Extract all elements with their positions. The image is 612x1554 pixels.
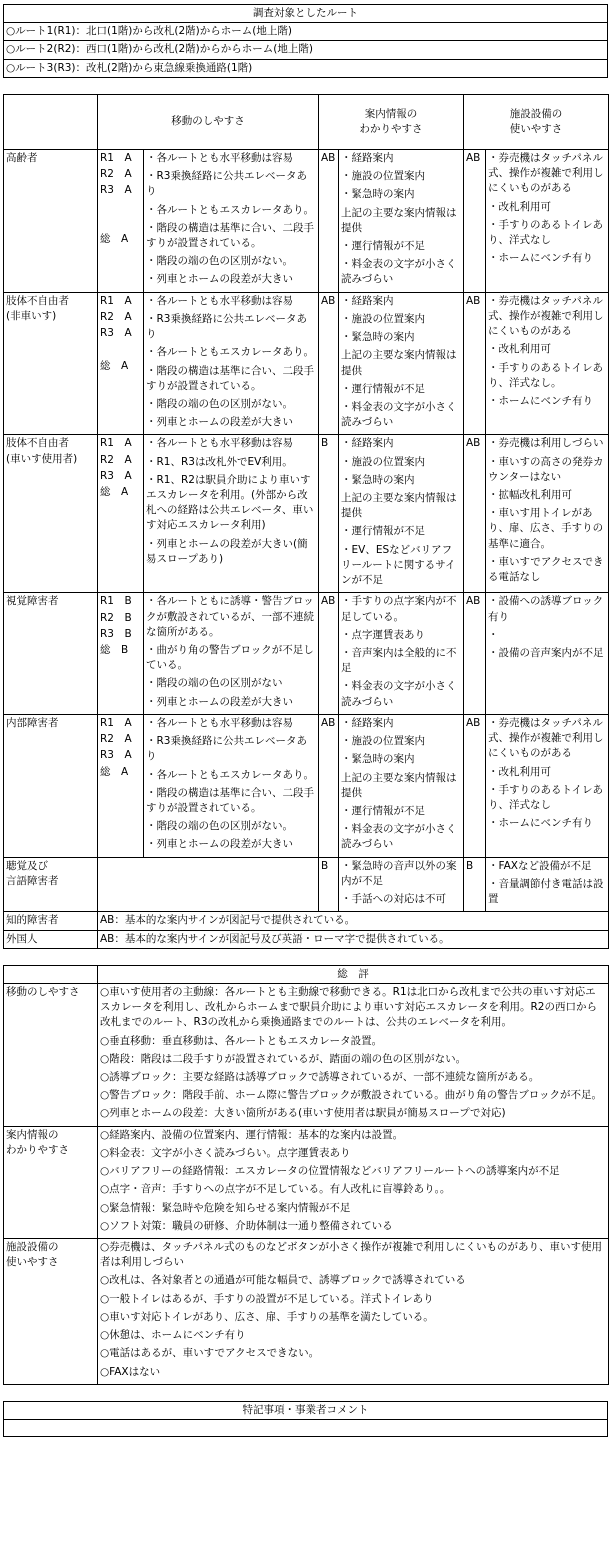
- category-label: 視覚障害者: [4, 593, 98, 715]
- rating-cell: [98, 714, 144, 857]
- facility-cell: [486, 857, 609, 912]
- category-label: 肢体不自由者 (車いす使用者): [4, 435, 98, 593]
- info-note: ・施設の位置案内: [341, 455, 425, 468]
- mobility-note: ・R3乗換経路に公共エレベータあり: [146, 170, 307, 198]
- mobility-note: ・各ルートともエスカレータあり。: [146, 203, 314, 216]
- mobility-note: ・各ルートとも水平移動は容易: [146, 437, 293, 450]
- summary-item: ○車いす使用者の主動線：各ルートとも主動線で移動できる。R1は北口から改札まで公共の車いす対応エスカレータを利用し、改札からホームまで駅員介助により車いす対応エスカレータを利用。R2の西口から改札までのルート、R3の改札から乗換通路までのルートは、公共のエレベータを利用。: [100, 985, 597, 1029]
- evaluation-row: [4, 714, 609, 857]
- info-note: ・施設の位置案内: [341, 170, 425, 183]
- facility-grade: B: [464, 857, 486, 912]
- info-grade: AB: [319, 714, 339, 857]
- info-note: ・施設の位置案内: [341, 735, 425, 748]
- routes-table: [3, 4, 608, 78]
- mobility-cell: [144, 149, 319, 292]
- info-cell: [339, 857, 464, 912]
- summary-category: 施設設備の 使いやすさ: [4, 1239, 98, 1385]
- route-rating: R2 A: [100, 310, 132, 323]
- summary-cell: [98, 983, 609, 1126]
- facility-note: ・: [488, 628, 499, 641]
- facility-note: ・車いすでアクセスできる電話なし: [488, 555, 604, 584]
- route-rating: R1 A: [100, 151, 132, 164]
- summary-cell: [98, 1126, 609, 1238]
- info-cell: [339, 714, 464, 857]
- facility-note: ・設備の音声案内が不足: [488, 647, 604, 659]
- facility-note: ・改札利用可: [488, 200, 551, 213]
- info-cell: [339, 149, 464, 292]
- facility-cell: [486, 292, 609, 435]
- route-rating: R2 A: [100, 453, 132, 466]
- category-label: 肢体不自由者 (非車いす): [4, 292, 98, 435]
- route-rating: R3 A: [100, 327, 132, 340]
- info-note: ・音声案内は全般的に不足: [341, 647, 457, 675]
- header-facility: 施設設備の 使いやすさ: [464, 94, 609, 149]
- info-note: ・料金表の文字が小さく読みづらい: [341, 823, 457, 851]
- rating-cell: [98, 292, 144, 435]
- info-note: ・緊急時の案内: [341, 753, 415, 766]
- info-note: ・手話への対応は不可: [341, 893, 446, 906]
- mobility-note: ・R3乗換経路に公共エレベータあり: [146, 735, 307, 763]
- info-note: ・経路案内: [341, 294, 394, 307]
- facility-note: ・券売機はタッチパネル式、操作が複雑で利用しにくいものがある: [488, 294, 604, 338]
- mobility-cell: [144, 435, 319, 593]
- summary-item: ○バリアフリーの経路情報：エスカレータの位置情報などバリアフリールートへの誘導案内が不足: [100, 1165, 560, 1178]
- evaluation-row: [4, 593, 609, 715]
- summary-item: ○誘導ブロック：主要な経路は誘導ブロックで誘導されているが、一部不連続な箇所がある。: [100, 1071, 540, 1084]
- info-note: ・料金表の文字が小さく読みづらい: [341, 680, 457, 708]
- info-note: ・手すりの点字案内が不足している。: [341, 595, 457, 623]
- mobility-note: ・列車とホームの段差が大きい: [146, 273, 293, 286]
- facility-note: ・ホームにベンチ有り: [488, 252, 593, 265]
- summary-item: ○列車とホームの段差：大きい箇所がある(車いす使用者は駅員が簡易スロープで対応): [100, 1107, 506, 1120]
- rating-cell: [98, 435, 144, 593]
- summary-item: ○FAXはない: [100, 1365, 161, 1378]
- mobility-note: ・階段の端の色の区別がない。: [146, 820, 293, 833]
- route-rating: R3 B: [100, 627, 132, 640]
- evaluation-row: [4, 149, 609, 292]
- info-cell: [339, 593, 464, 715]
- header-info: 案内情報の わかりやすさ: [319, 94, 464, 149]
- summary-item: ○券売機は、タッチパネル式のものなどボタンが小さく操作が複雑で利用しにくいものがあり、車いす使用者は利用しづらい: [100, 1241, 603, 1269]
- route-item: ○ルート3(R3)：改札(2階)から東急線乗換通路(1階): [4, 59, 608, 77]
- facility-note: ・手すりのあるトイレあり、洋式なし: [488, 783, 603, 811]
- summary-item: ○料金表：文字が小さく読みづらい。点字運賃表あり: [100, 1146, 351, 1159]
- evaluation-row: [4, 292, 609, 435]
- facility-note: ・設備への誘導ブロック有り: [488, 595, 604, 623]
- summary-row: [4, 1239, 609, 1385]
- info-note: ・運行情報が不足: [341, 382, 425, 395]
- mobility-note: ・列車とホームの段差が大きい(簡易スロープあり): [146, 537, 308, 565]
- mobility-note: ・階段の端の色の区別がない。: [146, 255, 293, 268]
- info-note: ・料金表の文字が小さく読みづらい: [341, 400, 457, 429]
- evaluation-row: [4, 857, 609, 912]
- route-rating: R1 A: [100, 716, 132, 729]
- route-rating: R2 B: [100, 611, 132, 624]
- category-label: 高齢者: [4, 149, 98, 292]
- info-note: ・施設の位置案内: [341, 312, 425, 325]
- summary-title: 総 評: [98, 965, 609, 983]
- route-rating: 総 A: [100, 486, 129, 499]
- summary-row: [4, 983, 609, 1126]
- info-grade: AB: [319, 593, 339, 715]
- info-note: ・運行情報が不足: [341, 239, 425, 252]
- route-rating: 総 A: [100, 765, 129, 778]
- info-note: ・経路案内: [341, 437, 394, 450]
- mobility-note: ・列車とホームの段差が大きい: [146, 838, 293, 851]
- mobility-cell: [144, 292, 319, 435]
- info-grade: B: [319, 857, 339, 912]
- route-rating: 総 A: [100, 359, 129, 372]
- mobility-note: ・R1、R2は駅員介助により車いすエスカレータを利用。(外部から改札への経路は公共エレベータ、車いす対応エスカレータ利用): [146, 473, 314, 532]
- facility-note: ・車いす用トイレがあり、扉、広さ、手すりの基準に適合。: [488, 507, 604, 550]
- info-note: 上記の主要な案内情報は提供: [341, 349, 457, 377]
- info-cell: [339, 435, 464, 593]
- info-grade: AB: [319, 292, 339, 435]
- info-note: ・点字運賃表あり: [341, 628, 425, 641]
- facility-cell: [486, 435, 609, 593]
- mobility-note: ・各ルートとも水平移動は容易: [146, 151, 293, 164]
- facility-note: ・音量調節付き電話は設置: [488, 877, 604, 906]
- info-note: 上記の主要な案内情報は提供: [341, 206, 457, 234]
- info-note: ・EV、ESなどバリアフリールートに関するサインが不足: [341, 543, 456, 587]
- mobility-cell: [144, 714, 319, 857]
- facility-cell: [486, 149, 609, 292]
- mobility-note: ・R1、R3は改札外でEV利用。: [146, 455, 293, 468]
- mobility-note: ・階段の端の色の区別がない。: [146, 397, 293, 410]
- info-note: ・緊急時の音声以外の案内が不足: [341, 859, 457, 887]
- mobility-note: ・各ルートとも水平移動は容易: [146, 716, 293, 729]
- summary-item: ○電話はあるが、車いすでアクセスできない。: [100, 1347, 320, 1360]
- route-item: ○ルート1(R1)：北口(1階)から改札(2階)からホーム(地上階): [4, 23, 608, 41]
- info-grade: B: [319, 435, 339, 593]
- summary-item: ○垂直移動：垂直移動は、各ルートともエスカレータ設置。: [100, 1034, 383, 1047]
- info-note: 上記の主要な案内情報は提供: [341, 492, 457, 520]
- route-rating: R1 A: [100, 437, 132, 450]
- mobility-note: ・各ルートとも水平移動は容易: [146, 294, 293, 307]
- info-note: ・緊急時の案内: [341, 473, 415, 486]
- route-rating: R1 A: [100, 294, 132, 307]
- routes-title: 調査対象としたルート: [4, 5, 608, 23]
- facility-grade: AB: [464, 593, 486, 715]
- route-rating: R3 A: [100, 184, 132, 197]
- route-rating: 総 A: [100, 232, 129, 245]
- header-blank: [4, 94, 98, 149]
- evaluation-row-wide: [4, 912, 609, 930]
- category-label: 知的障害者: [4, 912, 98, 930]
- facility-note: ・改札利用可: [488, 765, 551, 778]
- notes-table: [3, 1401, 608, 1437]
- evaluation-row-wide: [4, 930, 609, 948]
- mobility-note: ・階段の構造は基準に合い、二段手すりが設置されている。: [146, 786, 314, 814]
- facility-note: ・券売機は利用しづらい: [488, 437, 604, 450]
- notes-body: [4, 1419, 608, 1436]
- facility-note: ・ホームにベンチ有り: [488, 394, 593, 407]
- evaluation-table: [3, 94, 609, 949]
- facility-cell: [486, 593, 609, 715]
- summary-item: ○ソフト対策：職員の研修、介助体制は一通り整備されている: [100, 1219, 393, 1232]
- facility-note: ・FAXなど設備が不足: [488, 859, 592, 872]
- summary-item: ○休憩は、ホームにベンチ有り: [100, 1329, 246, 1342]
- mobility-cell: [144, 593, 319, 715]
- mobility-note: ・列車とホームの段差が大きい: [146, 416, 293, 429]
- category-label: 外国人: [4, 930, 98, 948]
- facility-note: ・券売機はタッチパネル式、操作が複雑で利用しにくいものがある: [488, 151, 604, 195]
- facility-cell: [486, 714, 609, 857]
- facility-grade: AB: [464, 435, 486, 593]
- route-rating: 総 B: [100, 644, 129, 656]
- summary-item: ○経路案内、設備の位置案内、運行情報：基本的な案内は設置。: [100, 1128, 404, 1141]
- summary-item: ○点字・音声：手すりへの点字が不足している。有人改札に盲導鈴あり。。: [100, 1183, 451, 1196]
- route-rating: R2 A: [100, 168, 132, 181]
- info-note: ・緊急時の案内: [341, 188, 415, 201]
- route-rating: R1 B: [100, 595, 132, 608]
- info-cell: [339, 292, 464, 435]
- summary-item: ○警告ブロック：階段手前、ホーム際に警告ブロックが敷設されている。曲がり角の警告ブロックが不足。: [100, 1089, 603, 1102]
- mobility-note: ・各ルートともエスカレータあり。: [146, 346, 314, 359]
- wide-note: AB：基本的な案内サインが図記号で提供されている。: [98, 912, 609, 930]
- summary-row: [4, 1126, 609, 1238]
- route-item: ○ルート2(R2)：西口(1階)から改札(2階)からからホーム(地上階): [4, 41, 608, 59]
- facility-grade: AB: [464, 149, 486, 292]
- facility-note: ・券売機はタッチパネル式、操作が複雑で利用しにくいものがある: [488, 716, 604, 760]
- summary-item: ○車いす対応トイレがあり、広さ、扉、手すりの基準を満たしている。: [100, 1310, 434, 1323]
- route-rating: [100, 342, 141, 357]
- evaluation-row: [4, 435, 609, 593]
- facility-grade: AB: [464, 292, 486, 435]
- summary-category: 移動のしやすさ: [4, 983, 98, 1126]
- mobility-note: ・列車とホームの段差が大きい: [146, 695, 293, 708]
- summary-category: 案内情報の わかりやすさ: [4, 1126, 98, 1238]
- summary-header-blank: [4, 965, 98, 983]
- route-rating: R3 A: [100, 749, 132, 762]
- wide-note: AB：基本的な案内サインが図記号及び英語・ローマ字で提供されている。: [98, 930, 609, 948]
- route-rating: R3 A: [100, 469, 132, 482]
- summary-cell: [98, 1239, 609, 1385]
- rating-cell: [98, 593, 144, 715]
- facility-note: ・拡幅改札利用可: [488, 489, 572, 502]
- mobility-empty: [98, 857, 319, 912]
- mobility-note: ・R3乗換経路に公共エレベータあり: [146, 312, 307, 341]
- mobility-note: ・階段の構造は基準に合い、二段手すりが設置されている。: [146, 364, 314, 392]
- summary-table: [3, 965, 609, 1385]
- category-label: 聴覚及び 言語障害者: [4, 857, 98, 912]
- summary-item: ○改札は、各対象者との通過が可能な幅員で、誘導ブロックで誘導されている: [100, 1274, 466, 1287]
- route-rating: R2 A: [100, 733, 132, 746]
- info-note: ・運行情報が不足: [341, 525, 425, 538]
- notes-title: 特記事項・事業者コメント: [4, 1401, 608, 1419]
- facility-grade: AB: [464, 714, 486, 857]
- facility-note: ・手すりのあるトイレあり、洋式なし。: [488, 361, 603, 389]
- info-note: ・緊急時の案内: [341, 331, 415, 344]
- summary-item: ○一般トイレはあるが、手すりの設置が不足している。洋式トイレあり: [100, 1292, 434, 1305]
- facility-note: ・ホームにベンチ有り: [488, 817, 593, 830]
- mobility-note: ・各ルートともエスカレータあり。: [146, 768, 314, 781]
- info-note: ・経路案内: [341, 716, 394, 729]
- facility-note: ・手すりのあるトイレあり、洋式なし: [488, 218, 603, 246]
- route-rating: [100, 200, 141, 215]
- summary-item: ○階段：階段は二段手すりが設置されているが、踏面の端の色の区別がない。: [100, 1052, 467, 1065]
- summary-item: ○緊急情報：緊急時や危険を知らせる案内情報が不足: [100, 1201, 351, 1214]
- info-note: ・料金表の文字が小さく読みづらい: [341, 258, 457, 286]
- info-note: ・経路案内: [341, 151, 394, 164]
- mobility-note: ・各ルートともに誘導・警告ブロックが敷設されているが、一部不連続な箇所がある。: [146, 595, 314, 638]
- info-grade: AB: [319, 149, 339, 292]
- mobility-note: ・階段の端の色の区別がない: [146, 677, 283, 690]
- category-label: 内部障害者: [4, 714, 98, 857]
- info-note: 上記の主要な案内情報は提供: [341, 771, 457, 799]
- header-mobility: 移動のしやすさ: [98, 94, 319, 149]
- rating-cell: [98, 149, 144, 292]
- facility-note: ・車いすの高さの発券カウンターはない: [488, 455, 604, 483]
- route-rating: [100, 216, 141, 231]
- mobility-note: ・階段の構造は基準に合い、二段手すりが設置されている。: [146, 221, 314, 249]
- mobility-note: ・曲がり角の警告ブロックが不足している。: [146, 644, 314, 672]
- info-note: ・運行情報が不足: [341, 804, 425, 817]
- facility-note: ・改札利用可: [488, 343, 551, 356]
